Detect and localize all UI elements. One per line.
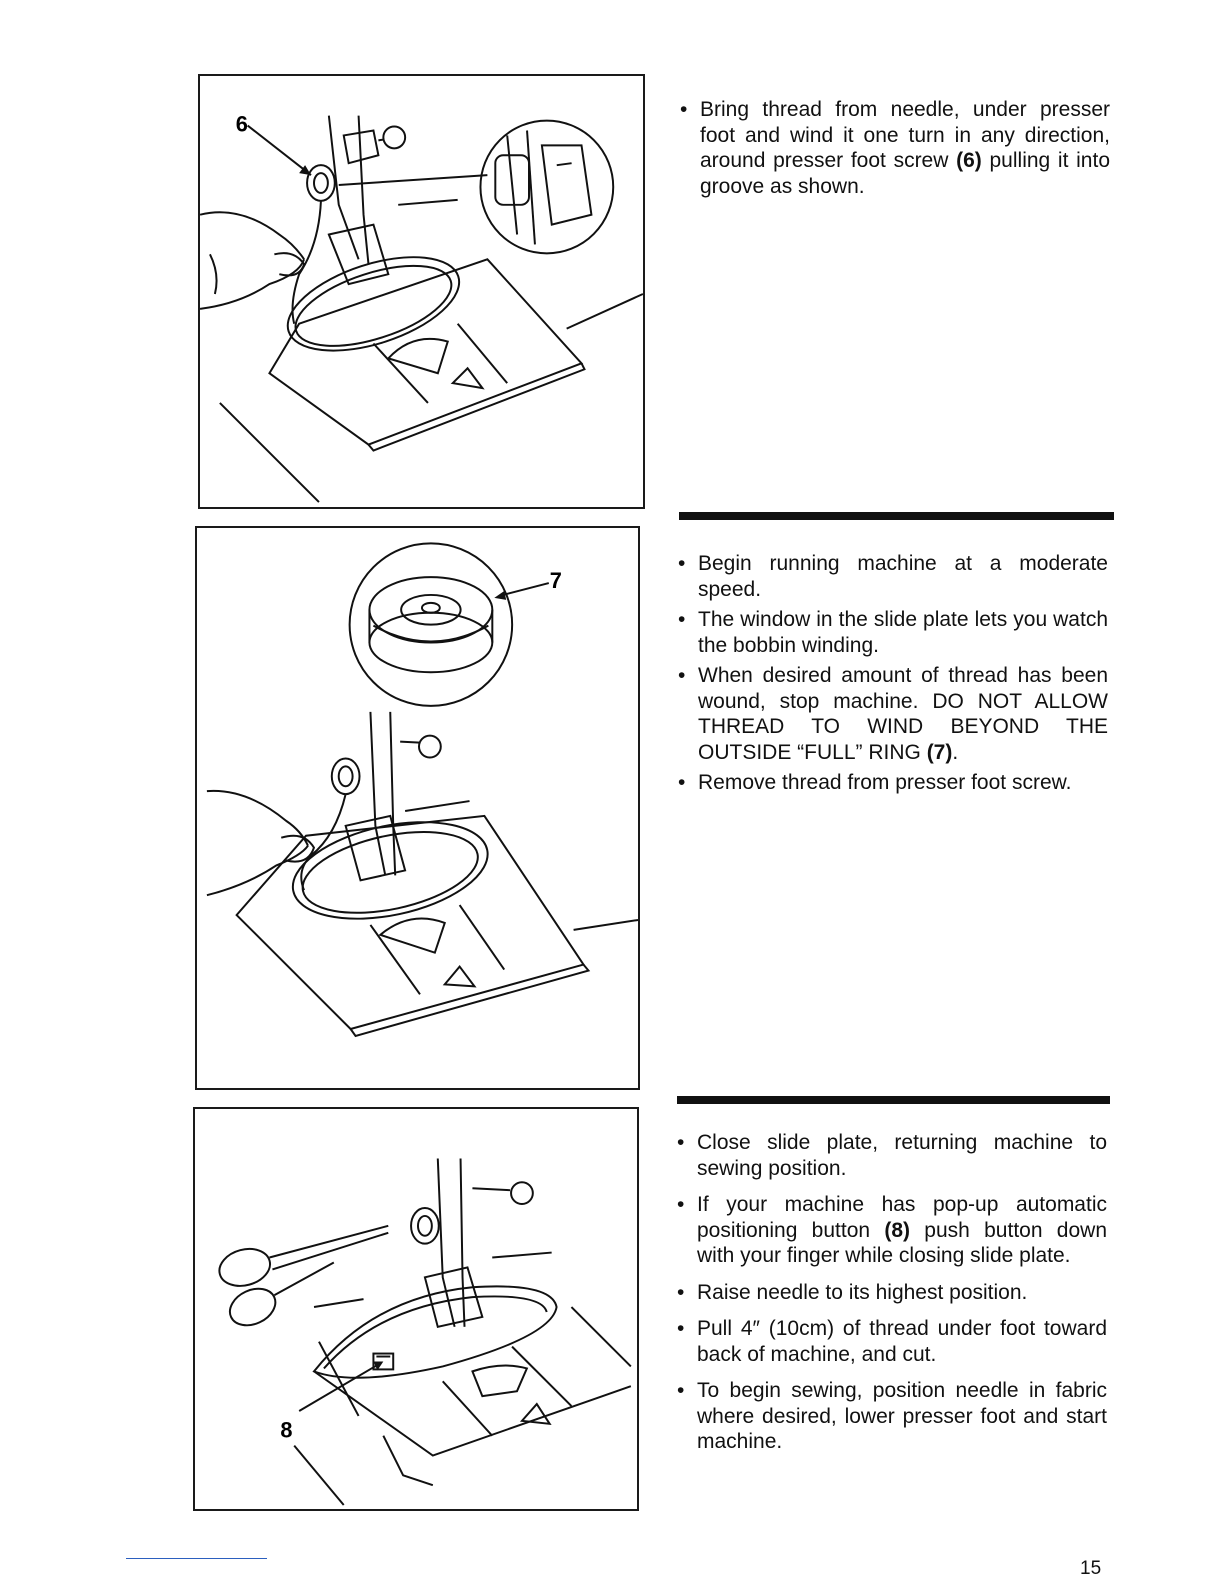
list-item: • If your machine has pop-up automatic positioning button (8) push button down with your finger while closing slide plate. xyxy=(677,1192,1107,1269)
list-item: • To begin sewing, position needle in fabric where desired, lower presser foot and start machine. xyxy=(677,1378,1107,1455)
illustration-bobbin-winding xyxy=(195,526,640,1090)
list-item: • The window in the slide plate lets you watch the bobbin winding. xyxy=(678,607,1108,658)
illustration-thread-around-screw xyxy=(198,74,645,509)
callout-6: 6 xyxy=(235,111,248,137)
page-number: 15 xyxy=(1080,1558,1102,1579)
instructions-step-3 xyxy=(677,1130,1107,1455)
list-item: • Pull 4″ (10cm) of thread under foot toward back of machine, and cut. xyxy=(677,1316,1107,1367)
callout-8: 8 xyxy=(280,1417,293,1443)
list-item: • Raise needle to its highest position. xyxy=(677,1280,1107,1306)
sewing-foot-drawing-3 xyxy=(195,1109,637,1509)
list-item: • Close slide plate, returning machine to sewing position. xyxy=(677,1130,1107,1181)
sewing-foot-drawing-1 xyxy=(200,76,643,507)
illustration-close-slide-plate xyxy=(193,1107,639,1511)
list-item: • Remove thread from presser foot screw. xyxy=(678,770,1108,796)
footer-rule xyxy=(126,1558,267,1559)
instructions-step-2 xyxy=(678,551,1108,796)
section-divider xyxy=(677,1096,1110,1104)
list-item: • When desired amount of thread has been wound, stop machine. DO NOT ALLOW THREAD TO WIND BEYOND THE OUTSIDE “FULL” RING (7). xyxy=(678,663,1108,765)
sewing-foot-drawing-2 xyxy=(197,528,638,1088)
callout-7: 7 xyxy=(549,567,562,593)
section-divider xyxy=(679,512,1114,520)
list-item: • Begin running machine at a moderate speed. xyxy=(678,551,1108,602)
list-item: • Bring thread from needle, under presser foot and wind it one turn in any direction, around presser foot screw (6) pulling it into groove as shown. xyxy=(680,97,1110,199)
instructions-step-1 xyxy=(680,97,1110,199)
